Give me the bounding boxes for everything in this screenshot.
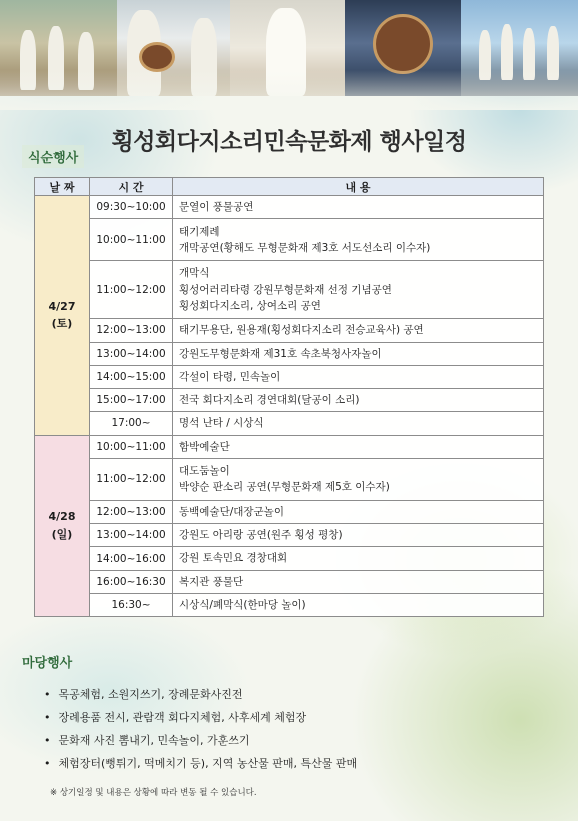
content-line: 강원도 아리랑 공연(원주 횡성 평창) bbox=[179, 529, 343, 542]
content-line: 횡성어러리타령 강원무형문화재 선정 기념공연 bbox=[179, 283, 392, 296]
content-cell bbox=[173, 435, 544, 458]
time-cell: 14:00~16:00 bbox=[90, 547, 173, 570]
table-row bbox=[35, 412, 544, 435]
time-cell: 10:00~11:00 bbox=[90, 219, 173, 261]
content-cell bbox=[173, 219, 544, 261]
content-line: 횡성회다지소리, 상여소리 공연 bbox=[179, 299, 321, 312]
content-line: 시상식/폐막식(한마당 놀이) bbox=[179, 598, 306, 611]
table-row bbox=[35, 365, 544, 388]
time-cell: 17:00~ bbox=[90, 412, 173, 435]
time-cell: 12:00~13:00 bbox=[90, 319, 173, 342]
table-row bbox=[35, 458, 544, 500]
content-cell bbox=[173, 500, 544, 523]
content-line: 박양순 판소리 공연(무형문화재 제5호 이수자) bbox=[179, 481, 390, 494]
content-line: 개막공연(황해도 무형문화재 제3호 서도선소리 이수자) bbox=[179, 241, 431, 254]
content-line: 태기제례 bbox=[179, 225, 220, 238]
table-header-row bbox=[35, 178, 544, 196]
time-cell: 11:00~12:00 bbox=[90, 261, 173, 319]
madang-list bbox=[44, 683, 544, 775]
time-cell: 16:30~ bbox=[90, 593, 173, 616]
content-line: 문열이 풍물공연 bbox=[179, 201, 254, 213]
time-cell: 09:30~10:00 bbox=[90, 196, 173, 219]
content-cell bbox=[173, 524, 544, 547]
content-cell bbox=[173, 389, 544, 412]
content-line: 함박예술단 bbox=[179, 440, 230, 453]
content-line: 개막식 bbox=[179, 267, 210, 280]
table-row bbox=[35, 435, 544, 458]
drum-shape bbox=[373, 14, 433, 74]
content-line: 명석 난타 / 시상식 bbox=[179, 417, 264, 430]
header-date: 날 짜 bbox=[35, 178, 90, 196]
content-cell bbox=[173, 458, 544, 500]
header-content: 내 용 bbox=[173, 178, 544, 196]
content-cell bbox=[173, 547, 544, 570]
content-cell bbox=[173, 319, 544, 342]
content-line: 강원도무형문화재 제31호 속초북청사자놀이 bbox=[179, 347, 382, 360]
table-row bbox=[35, 524, 544, 547]
schedule-body bbox=[35, 196, 544, 617]
content-cell bbox=[173, 365, 544, 388]
table-row bbox=[35, 389, 544, 412]
table-row bbox=[35, 547, 544, 570]
content-line: 각설이 타령, 민속놀이 bbox=[179, 370, 281, 383]
section-label-madang: 마당행사 bbox=[22, 656, 73, 671]
date-cell bbox=[35, 435, 90, 617]
time-cell: 15:00~17:00 bbox=[90, 389, 173, 412]
time-cell: 13:00~14:00 bbox=[90, 342, 173, 365]
content-cell bbox=[173, 593, 544, 616]
drum-shape bbox=[139, 42, 175, 72]
table-row bbox=[35, 593, 544, 616]
weekday-value: (일) bbox=[51, 527, 73, 541]
table-row bbox=[35, 261, 544, 319]
table-row bbox=[35, 196, 544, 219]
content-cell bbox=[173, 570, 544, 593]
weekday-value: (토) bbox=[51, 317, 73, 331]
content-line: 동백예술단/대장군놀이 bbox=[179, 505, 284, 518]
content-cell bbox=[173, 196, 544, 219]
time-cell: 11:00~12:00 bbox=[90, 458, 173, 500]
time-cell: 12:00~13:00 bbox=[90, 500, 173, 523]
date-cell bbox=[35, 196, 90, 436]
list-item: • 목공체험, 소원지쓰기, 장례문화사진전 bbox=[44, 683, 544, 706]
list-item: • 문화재 사진 뽐내기, 민속놀이, 가훈쓰기 bbox=[44, 729, 544, 752]
content-line: 태기무용단, 원용재(횡성회다지소리 전승교육사) 공연 bbox=[179, 324, 424, 337]
page-title: 횡성회다지소리민속문화제 행사일정 bbox=[111, 129, 467, 155]
content-line: 전국 회다지소리 경연대회(달공이 소리) bbox=[179, 394, 360, 407]
table-row bbox=[35, 219, 544, 261]
date-value: 4/28 bbox=[48, 510, 76, 524]
content-line: 대도둠놀이 bbox=[179, 465, 230, 478]
footnote: ※ 상기일정 및 내용은 상황에 따라 변동 될 수 있습니다. bbox=[50, 788, 257, 798]
list-item: • 체험장터(뻥튀기, 떡메치기 등), 지역 농산물 판매, 특산물 판매 bbox=[44, 752, 544, 775]
list-item: • 장례용품 전시, 관람객 회다지체험, 사후세계 체험장 bbox=[44, 706, 544, 729]
content-line: 복지관 풍물단 bbox=[179, 575, 244, 588]
time-cell: 10:00~11:00 bbox=[90, 435, 173, 458]
time-cell: 14:00~15:00 bbox=[90, 365, 173, 388]
time-cell: 13:00~14:00 bbox=[90, 524, 173, 547]
header-time: 시 간 bbox=[90, 178, 173, 196]
content-cell bbox=[173, 261, 544, 319]
section-label-ceremony: 식순행사 bbox=[22, 145, 84, 168]
content-line: 강원 토속민요 경창대회 bbox=[179, 552, 288, 565]
photo-fade bbox=[0, 70, 578, 110]
table-row bbox=[35, 319, 544, 342]
content-cell bbox=[173, 412, 544, 435]
table-row bbox=[35, 570, 544, 593]
table-row bbox=[35, 342, 544, 365]
content-cell bbox=[173, 342, 544, 365]
schedule-table bbox=[34, 177, 544, 617]
date-value: 4/27 bbox=[48, 299, 76, 313]
table-row bbox=[35, 500, 544, 523]
time-cell: 16:00~16:30 bbox=[90, 570, 173, 593]
